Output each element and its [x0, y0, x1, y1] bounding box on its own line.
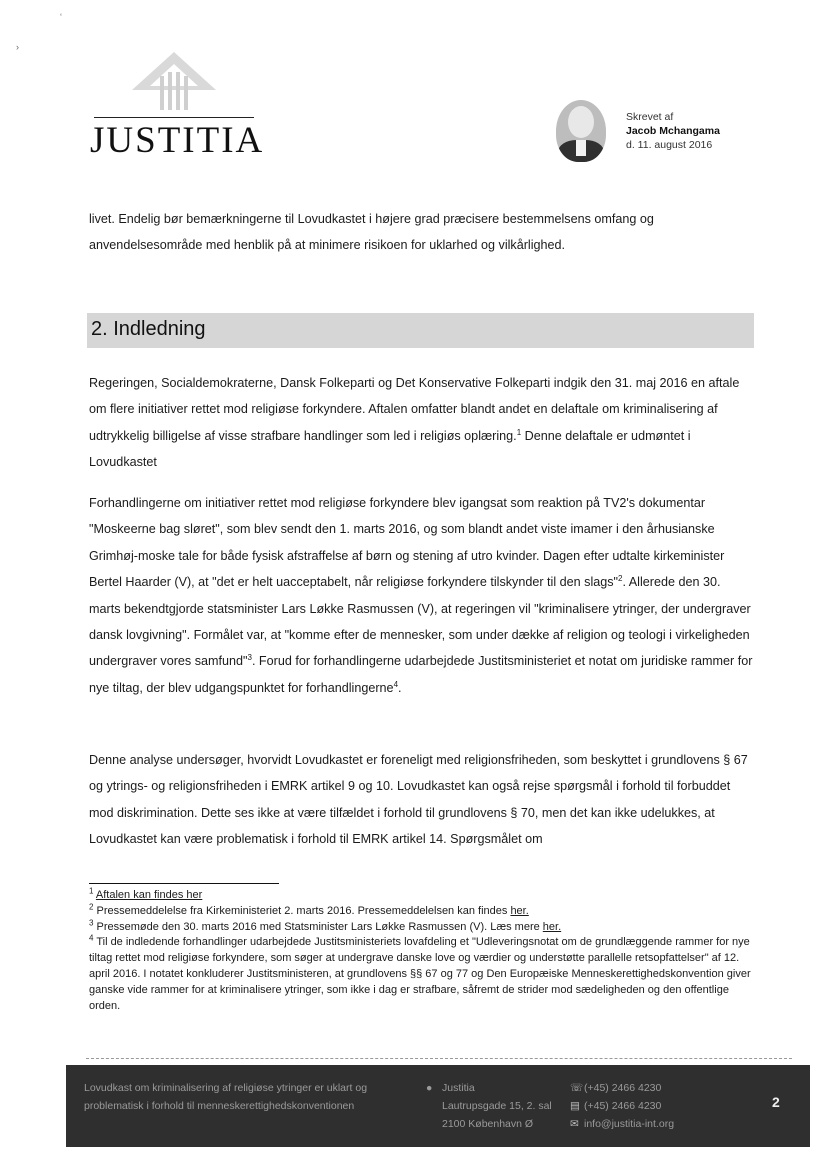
footnote-divider — [89, 883, 279, 884]
footnote-3 — [89, 917, 754, 936]
footnote-text: Pressemøde den 30. marts 2016 med Statsminister Lars Løkke Rasmussen (V). Læs mere — [96, 920, 543, 933]
author-info — [626, 110, 720, 152]
footnote-ref: 2 — [618, 574, 623, 584]
paragraph-text: Denne delaftale er udmøntet i Lovudkastet — [89, 428, 691, 470]
footnote-2 — [89, 904, 754, 920]
footnote-number: 3 — [89, 917, 94, 927]
author-date: d. 11. august 2016 — [626, 139, 713, 151]
author-name: Jacob Mchangama — [626, 125, 720, 137]
footnote-text: Til de indledende forhandlinger udarbejdede Justitsministeriets lovafdeling et "Udleveringsnotat om de grundlæggende rammer for nye tiltag rettet mod religiøse forkyndere, som søger at undergrave danske love og værdier og understøtte parallelle retsopfattelser" af 12. april 2016. I notatet konkluderer Justitsministeren, at grundlovens §§ 67 og 77 og Den Europæiske Menneskerettighedskonvention giver ganske vide rammer for at kriminalisere ytringer, som ikke i dag er strafbare, såfremt de strider mod sædeligheden og den offentlige orden. — [89, 936, 751, 1012]
footnote-link[interactable]: Aftalen kan findes her — [95, 889, 203, 901]
scan-speck: ‘ — [60, 12, 62, 22]
footnote-link[interactable]: her. — [542, 920, 562, 933]
section-heading: 2. Indledning — [91, 318, 206, 340]
logo-text: JUSTITIA — [90, 120, 265, 161]
footer-phone[interactable]: (+45) 2466 4230 — [584, 1082, 662, 1094]
paragraph-text: . Forud for forhandlingerne udarbejdede Justitsministeriet et notat om juridiske rammer for nye tiltag, der blev udgangspunktet for forhandlingerne — [89, 654, 753, 695]
footnote-4 — [89, 935, 754, 1014]
paragraph-2 — [89, 490, 754, 701]
paragraph-text: . — [398, 680, 402, 695]
footnote-text: Pressemeddelelse fra Kirkeministeriet 2. marts 2016. Pressemeddelelsen kan findes — [96, 904, 511, 917]
footnote-ref: 3 — [247, 653, 252, 663]
page-number: 2 — [772, 1094, 780, 1110]
footer-fax: (+45) 2466 4230 — [584, 1100, 662, 1112]
footer-org: Justitia — [442, 1082, 475, 1094]
footnote-number: 4 — [89, 933, 94, 943]
footer-email[interactable]: info@justitia-int.org — [584, 1118, 675, 1130]
footnotes — [89, 888, 754, 1014]
section-heading-bar — [87, 313, 754, 348]
footnote-number: 1 — [89, 886, 94, 896]
footer-address-line-1: Lautrupsgade 15, 2. sal — [442, 1100, 552, 1112]
footer-doc-title: Lovudkast om kriminalisering af religiøse ytringer er uklart og problematisk i forhold til menneskerettighedskonventionen — [84, 1082, 368, 1112]
footnote-link[interactable]: her. — [510, 904, 529, 917]
scan-speck: › — [16, 42, 19, 52]
footnote-ref: 4 — [393, 679, 399, 689]
author-avatar — [556, 100, 606, 162]
justitia-logo — [88, 50, 265, 161]
email-icon: ✉ — [570, 1118, 579, 1130]
footer-address-line-2: 2100 København Ø — [442, 1118, 534, 1130]
paragraph-text: Forhandlingerne om initiativer rettet mod religiøse forkyndere blev igangsat som reaktion på TV2's dokumentar "Moskeerne bag sløret", som blev sendt den 1. marts 2016, og som blandt andet viste imamer i den århusianske Grimhøj-moske tale for både fysisk afstraffelse af børn og stening af utro kvinder. Dagen efter udtalte kirkeminister Bertel Haarder (V), at "det er helt uacceptabelt, når religiøse forkyndere tilskynder til den slags" — [89, 496, 725, 590]
fax-icon: ▤ — [570, 1100, 580, 1112]
footnote-1 — [89, 888, 754, 904]
footer-contact — [570, 1079, 674, 1133]
author-label: Skrevet af — [626, 111, 674, 123]
paragraph-1 — [89, 370, 754, 476]
page-footer — [66, 1065, 810, 1147]
intro-paragraph: livet. Endelig bør bemærkningerne til Lovudkastet i højere grad præcisere bestemmelsens omfang og anvendelsesområde med henblik på at minimere risikoen for uklarhed og vilkårlighed. — [89, 212, 654, 253]
footer-address — [442, 1079, 552, 1133]
pillar-emblem-icon — [128, 50, 220, 112]
paragraph-text: . Allerede den 30. marts bekendtgjorde statsminister Lars Løkke Rasmussen (V), at regeringen vil "kriminalisere ytringer, der undergraver dansk lovgivning". Formålet var, at "komme efter de mennesker, som under dække af religion og teologi i virkeligheden undergraver vores samfund" — [89, 575, 751, 669]
paragraph-text: Regeringen, Socialdemokraterne, Dansk Folkeparti og Det Konservative Folkeparti indgik den 31. maj 2016 en aftale om flere initiativer rettet mod religiøse forkyndere. Aftalen omfatter blandt andet en delaftale om kriminalisering af udtrykkelig billigelse af visse strafbare handlinger som led i religiøs oplæring. — [89, 376, 740, 443]
footer-divider — [86, 1058, 792, 1059]
location-pin-icon: ● — [426, 1082, 433, 1094]
footnote-number: 2 — [89, 902, 94, 912]
paragraph-3: Denne analyse undersøger, hvorvidt Lovudkastet er foreneligt med religionsfriheden, som beskyttet i grundlovens § 67 og ytrings- og religionsfriheden i EMRK artikel 9 og 10. Lovudkastet kan også rejse spørgsmål i forhold til forbuddet mod diskrimination. Dette ses ikke at være tilfældet i forhold til grundlovens § 70, men det kan ikke udelukkes, at Lovudkastet kan være problematisk i forhold til EMRK artikel 14. Spørgsmålet om — [89, 753, 748, 847]
phone-icon: ☏ — [570, 1082, 584, 1094]
footnote-ref: 1 — [516, 427, 522, 437]
logo-rule — [94, 117, 254, 118]
